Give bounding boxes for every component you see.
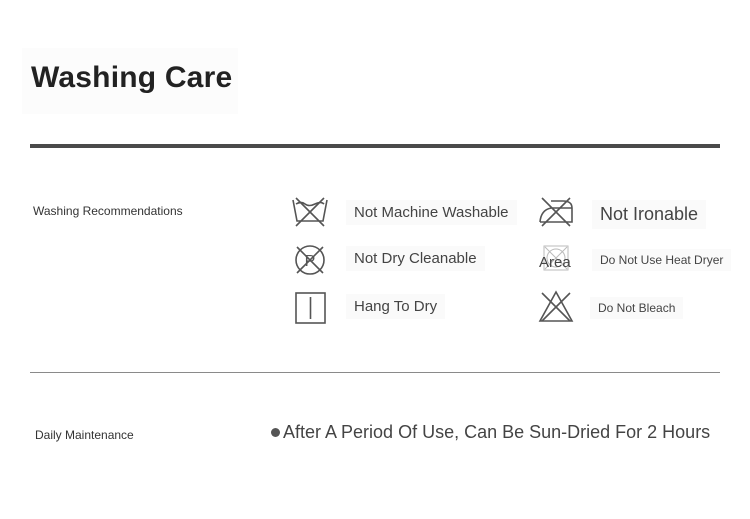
section-divider-thin — [30, 372, 720, 373]
not-machine-washable-icon — [290, 192, 330, 232]
not-dry-cleanable-icon — [290, 240, 330, 280]
care-item-not-dry-cleanable: Not Dry Cleanable — [346, 246, 485, 271]
care-item-hang-to-dry: Hang To Dry — [346, 294, 445, 319]
care-item-do-not-bleach: Do Not Bleach — [590, 297, 683, 319]
icon-alt-text: Area — [539, 254, 571, 271]
bullet-icon — [271, 428, 280, 437]
do-not-bleach-icon — [536, 288, 576, 328]
care-item-not-machine-washable: Not Machine Washable — [346, 200, 517, 225]
daily-maintenance-label: Daily Maintenance — [35, 428, 134, 442]
svg-text:P: P — [304, 253, 316, 270]
daily-maintenance-text: After A Period Of Use, Can Be Sun-Dried For 2 Hours — [283, 422, 711, 442]
hang-to-dry-icon — [290, 288, 330, 328]
page-title: Washing Care — [31, 61, 233, 94]
section-divider-thick — [30, 144, 720, 148]
care-item-not-ironable: Not Ironable — [592, 200, 706, 229]
washing-recommendations-label: Washing Recommendations — [33, 204, 183, 218]
care-item-do-not-use-heat-dryer: Do Not Use Heat Dryer — [592, 249, 731, 271]
not-ironable-icon — [536, 192, 576, 232]
